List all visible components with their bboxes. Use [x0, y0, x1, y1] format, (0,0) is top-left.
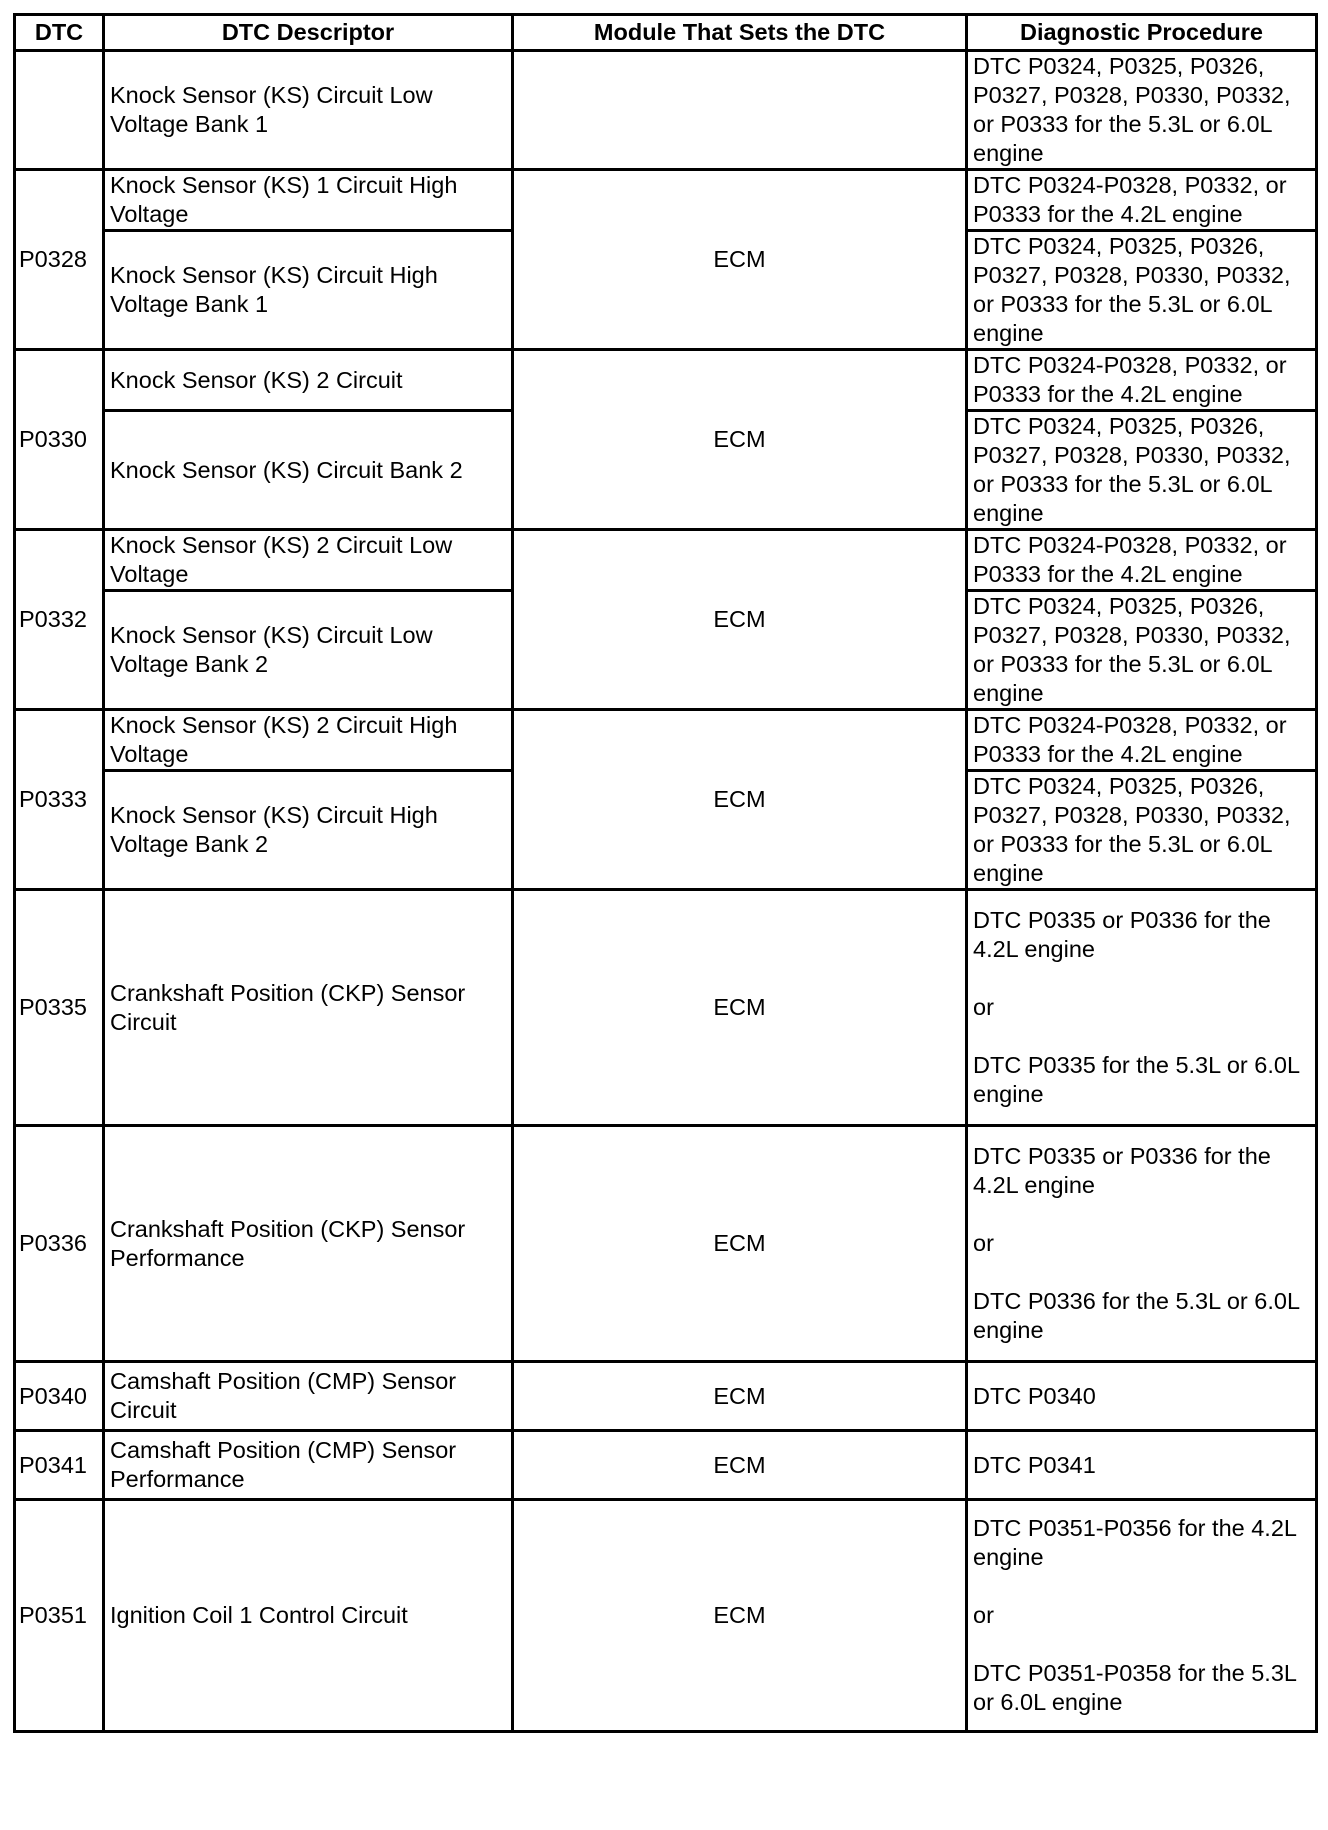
module-name: ECM [513, 1126, 967, 1362]
dtc-descriptor: Knock Sensor (KS) Circuit High Voltage Bank 1 [104, 231, 513, 350]
procedure-or: or [973, 994, 994, 1020]
dtc-descriptor: Knock Sensor (KS) Circuit Low Voltage Bank 2 [104, 591, 513, 710]
header-procedure: Diagnostic Procedure [967, 15, 1317, 51]
procedure-line: DTC P0351-P0356 for the 4.2L engine [973, 1515, 1297, 1570]
header-row [15, 15, 1317, 51]
dtc-code: P0332 [15, 530, 104, 710]
module-name: ECM [513, 530, 967, 710]
module-name: ECM [513, 170, 967, 350]
diagnostic-procedure: DTC P0341 [967, 1431, 1317, 1500]
dtc-code: P0341 [15, 1431, 104, 1500]
module-name: ECM [513, 350, 967, 530]
procedure-line: DTC P0335 or P0336 for the 4.2L engine [973, 907, 1271, 962]
procedure-line: DTC P0335 or P0336 for the 4.2L engine [973, 1143, 1271, 1198]
procedure-line: DTC P0335 for the 5.3L or 6.0L engine [973, 1052, 1300, 1107]
dtc-code: P0333 [15, 710, 104, 890]
module-name [513, 51, 967, 170]
dtc-descriptor: Knock Sensor (KS) 2 Circuit Low Voltage [104, 530, 513, 591]
diagnostic-procedure: DTC P0324-P0328, P0332, or P0333 for the 4.2L engine [967, 350, 1317, 411]
header-module: Module That Sets the DTC [513, 15, 967, 51]
dtc-descriptor: Knock Sensor (KS) Circuit High Voltage Bank 2 [104, 771, 513, 890]
diagnostic-procedure: DTC P0324, P0325, P0326, P0327, P0328, P0330, P0332, or P0333 for the 5.3L or 6.0L engine [967, 231, 1317, 350]
dtc-descriptor: Knock Sensor (KS) 2 Circuit High Voltage [104, 710, 513, 771]
dtc-code: P0340 [15, 1362, 104, 1431]
table-row [15, 1500, 1317, 1732]
module-name: ECM [513, 1362, 967, 1431]
procedure-line: DTC P0351-P0358 for the 5.3L or 6.0L engine [973, 1660, 1297, 1715]
dtc-descriptor: Crankshaft Position (CKP) Sensor Performance [104, 1126, 513, 1362]
procedure-line: DTC P0336 for the 5.3L or 6.0L engine [973, 1288, 1300, 1343]
diagnostic-procedure: DTC P0324, P0325, P0326, P0327, P0328, P0330, P0332, or P0333 for the 5.3L or 6.0L engine [967, 771, 1317, 890]
header-descriptor: DTC Descriptor [104, 15, 513, 51]
diagnostic-procedure: DTC P0324-P0328, P0332, or P0333 for the 4.2L engine [967, 170, 1317, 231]
dtc-code: P0351 [15, 1500, 104, 1732]
diagnostic-procedure: DTC P0324, P0325, P0326, P0327, P0328, P0330, P0332, or P0333 for the 5.3L or 6.0L engine [967, 411, 1317, 530]
dtc-descriptor: Camshaft Position (CMP) Sensor Performance [104, 1431, 513, 1500]
table-row [15, 710, 1317, 771]
dtc-descriptor: Knock Sensor (KS) Circuit Low Voltage Bank 1 [104, 51, 513, 170]
table-row [15, 350, 1317, 411]
procedure-or: or [973, 1602, 994, 1628]
dtc-code [15, 51, 104, 170]
diagnostic-procedure: DTC P0340 [967, 1362, 1317, 1431]
dtc-descriptor: Knock Sensor (KS) 2 Circuit [104, 350, 513, 411]
procedure-or: or [973, 1230, 994, 1256]
dtc-code: P0328 [15, 170, 104, 350]
dtc-table [13, 13, 1318, 1733]
module-name: ECM [513, 1500, 967, 1732]
table-row [15, 170, 1317, 231]
table-row [15, 51, 1317, 170]
module-name: ECM [513, 890, 967, 1126]
diagnostic-procedure: DTC P0324-P0328, P0332, or P0333 for the 4.2L engine [967, 530, 1317, 591]
header-dtc: DTC [15, 15, 104, 51]
dtc-code: P0330 [15, 350, 104, 530]
diagnostic-procedure: DTC P0324, P0325, P0326, P0327, P0328, P0330, P0332, or P0333 for the 5.3L or 6.0L engine [967, 591, 1317, 710]
dtc-code: P0335 [15, 890, 104, 1126]
table-row [15, 1362, 1317, 1431]
dtc-code: P0336 [15, 1126, 104, 1362]
table-row [15, 890, 1317, 1126]
table-row [15, 1431, 1317, 1500]
dtc-descriptor: Crankshaft Position (CKP) Sensor Circuit [104, 890, 513, 1126]
diagnostic-procedure [967, 890, 1317, 1126]
diagnostic-procedure [967, 1500, 1317, 1732]
module-name: ECM [513, 710, 967, 890]
dtc-descriptor: Ignition Coil 1 Control Circuit [104, 1500, 513, 1732]
dtc-descriptor: Camshaft Position (CMP) Sensor Circuit [104, 1362, 513, 1431]
module-name: ECM [513, 1431, 967, 1500]
diagnostic-procedure [967, 1126, 1317, 1362]
table-row [15, 530, 1317, 591]
dtc-descriptor: Knock Sensor (KS) 1 Circuit High Voltage [104, 170, 513, 231]
diagnostic-procedure: DTC P0324-P0328, P0332, or P0333 for the 4.2L engine [967, 710, 1317, 771]
table-row [15, 1126, 1317, 1362]
diagnostic-procedure: DTC P0324, P0325, P0326, P0327, P0328, P0330, P0332, or P0333 for the 5.3L or 6.0L engine [967, 51, 1317, 170]
dtc-descriptor: Knock Sensor (KS) Circuit Bank 2 [104, 411, 513, 530]
